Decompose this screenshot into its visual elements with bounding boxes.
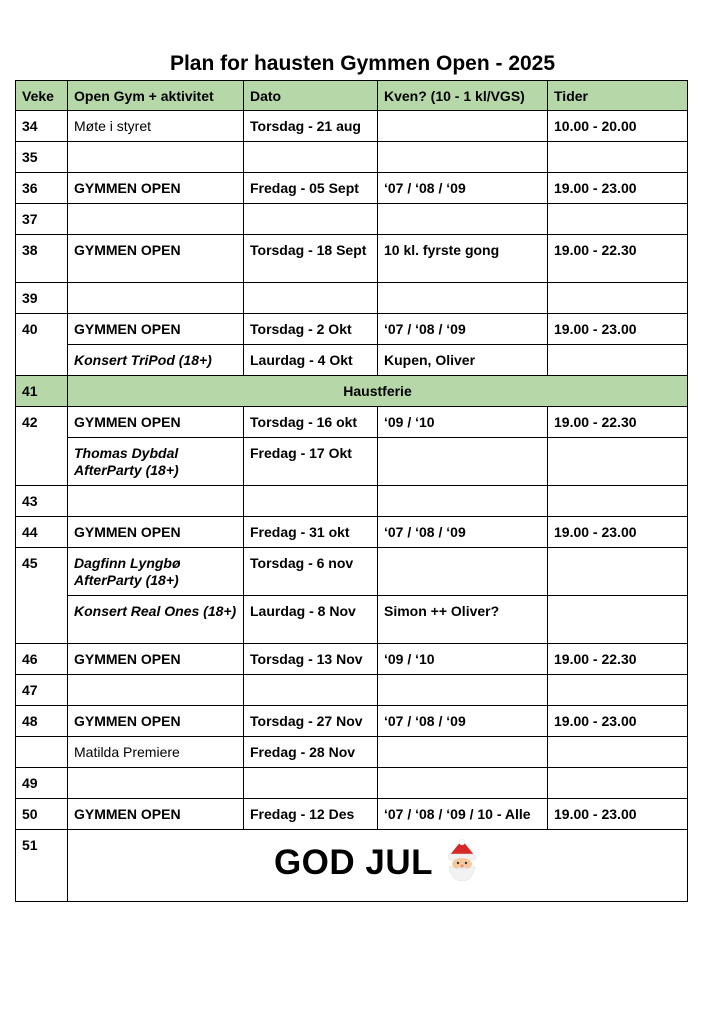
cell-dato [244, 283, 378, 314]
cell-aktivitet: GYMMEN OPEN [68, 173, 244, 204]
cell-aktivitet [68, 283, 244, 314]
cell-dato: Torsdag - 2 Okt [244, 314, 378, 345]
cell-tider [548, 768, 688, 799]
cell-veke [16, 737, 68, 768]
cell-veke: 45 [16, 548, 68, 644]
table-row [16, 438, 688, 486]
cell-tider [548, 283, 688, 314]
god-jul-wrap [74, 837, 681, 887]
cell-kven [378, 675, 548, 706]
cell-kven [378, 548, 548, 596]
cell-veke: 46 [16, 644, 68, 675]
cell-aktivitet: Matilda Premiere [68, 737, 244, 768]
cell-dato [244, 675, 378, 706]
header-tider: Tider [548, 81, 688, 111]
cell-kven [378, 204, 548, 235]
table-row [16, 235, 688, 283]
table-row-god-jul [16, 830, 688, 902]
cell-aktivitet: GYMMEN OPEN [68, 407, 244, 438]
table-row [16, 517, 688, 548]
header-row [16, 81, 688, 111]
cell-kven: ‘07 / ‘08 / ‘09 [378, 706, 548, 737]
cell-dato: Fredag - 28 Nov [244, 737, 378, 768]
cell-veke: 49 [16, 768, 68, 799]
table-row [16, 768, 688, 799]
cell-kven [378, 768, 548, 799]
table-row [16, 596, 688, 644]
cell-veke: 48 [16, 706, 68, 737]
cell-kven: Kupen, Oliver [378, 345, 548, 376]
table-row [16, 407, 688, 438]
cell-kven [378, 283, 548, 314]
table-row [16, 204, 688, 235]
cell-kven [378, 737, 548, 768]
cell-kven: Simon ++ Oliver? [378, 596, 548, 644]
cell-dato: Laurdag - 8 Nov [244, 596, 378, 644]
header-dato: Dato [244, 81, 378, 111]
cell-dato: Torsdag - 21 aug [244, 111, 378, 142]
cell-aktivitet [68, 204, 244, 235]
table-row [16, 486, 688, 517]
cell-tider [548, 204, 688, 235]
cell-kven: ‘07 / ‘08 / ‘09 [378, 173, 548, 204]
cell-veke: 39 [16, 283, 68, 314]
cell-veke: 41 [16, 376, 68, 407]
cell-aktivitet: GYMMEN OPEN [68, 799, 244, 830]
cell-god-jul [68, 830, 688, 902]
cell-dato: Torsdag - 16 okt [244, 407, 378, 438]
santa-claus-icon [443, 839, 481, 885]
cell-aktivitet: GYMMEN OPEN [68, 517, 244, 548]
cell-kven: ‘09 / ‘10 [378, 644, 548, 675]
cell-aktivitet: Møte i styret [68, 111, 244, 142]
cell-dato: Fredag - 31 okt [244, 517, 378, 548]
header-aktivitet: Open Gym + aktivitet [68, 81, 244, 111]
cell-veke: 50 [16, 799, 68, 830]
cell-tider [548, 486, 688, 517]
cell-aktivitet [68, 142, 244, 173]
cell-tider: 19.00 - 22.30 [548, 235, 688, 283]
table-row [16, 737, 688, 768]
cell-aktivitet: GYMMEN OPEN [68, 314, 244, 345]
table-row [16, 675, 688, 706]
table-row [16, 799, 688, 830]
cell-dato: Torsdag - 18 Sept [244, 235, 378, 283]
cell-tider [548, 596, 688, 644]
cell-aktivitet: Konsert Real Ones (18+) [68, 596, 244, 644]
cell-dato: Torsdag - 6 nov [244, 548, 378, 596]
cell-tider: 19.00 - 22.30 [548, 407, 688, 438]
table-row [16, 173, 688, 204]
cell-dato: Torsdag - 13 Nov [244, 644, 378, 675]
cell-veke: 42 [16, 407, 68, 486]
cell-dato [244, 204, 378, 235]
cell-dato [244, 768, 378, 799]
cell-kven [378, 142, 548, 173]
cell-aktivitet: GYMMEN OPEN [68, 644, 244, 675]
cell-aktivitet: Dagfinn Lyngbø AfterParty (18+) [68, 548, 244, 596]
cell-dato: Fredag - 05 Sept [244, 173, 378, 204]
table-row [16, 644, 688, 675]
cell-kven [378, 438, 548, 486]
cell-tider: 19.00 - 23.00 [548, 314, 688, 345]
cell-aktivitet: GYMMEN OPEN [68, 235, 244, 283]
cell-kven [378, 486, 548, 517]
table-row-haustferie [16, 376, 688, 407]
schedule-table [15, 80, 688, 902]
table-row [16, 706, 688, 737]
cell-tider: 19.00 - 23.00 [548, 173, 688, 204]
table-row [16, 548, 688, 596]
cell-aktivitet: Thomas Dybdal AfterParty (18+) [68, 438, 244, 486]
cell-veke: 34 [16, 111, 68, 142]
cell-dato: Fredag - 17 Okt [244, 438, 378, 486]
cell-kven: ‘07 / ‘08 / ‘09 [378, 314, 548, 345]
table-row [16, 142, 688, 173]
cell-dato: Fredag - 12 Des [244, 799, 378, 830]
cell-kven: 10 kl. fyrste gong [378, 235, 548, 283]
table-row [16, 314, 688, 345]
cell-veke: 43 [16, 486, 68, 517]
page-title: Plan for hausten Gymmen Open - 2025 [169, 52, 556, 75]
cell-veke: 51 [16, 830, 68, 902]
cell-tider [548, 548, 688, 596]
cell-veke: 47 [16, 675, 68, 706]
cell-veke: 40 [16, 314, 68, 376]
cell-dato [244, 486, 378, 517]
cell-dato: Laurdag - 4 Okt [244, 345, 378, 376]
header-kven: Kven? (10 - 1 kl/VGS) [378, 81, 548, 111]
header-veke: Veke [16, 81, 68, 111]
cell-kven: ‘07 / ‘08 / ‘09 [378, 517, 548, 548]
cell-tider [548, 142, 688, 173]
cell-tider [548, 438, 688, 486]
cell-tider: 10.00 - 20.00 [548, 111, 688, 142]
cell-kven: ‘09 / ‘10 [378, 407, 548, 438]
cell-kven [378, 111, 548, 142]
cell-tider [548, 737, 688, 768]
cell-tider: 19.00 - 23.00 [548, 517, 688, 548]
cell-veke: 44 [16, 517, 68, 548]
cell-tider: 19.00 - 22.30 [548, 644, 688, 675]
table-row [16, 111, 688, 142]
cell-veke: 36 [16, 173, 68, 204]
table-row [16, 345, 688, 376]
cell-veke: 38 [16, 235, 68, 283]
cell-tider [548, 675, 688, 706]
cell-dato [244, 142, 378, 173]
cell-kven: ‘07 / ‘08 / ‘09 / 10 - Alle [378, 799, 548, 830]
cell-veke: 37 [16, 204, 68, 235]
cell-aktivitet: GYMMEN OPEN [68, 706, 244, 737]
cell-aktivitet [68, 486, 244, 517]
cell-tider: 19.00 - 23.00 [548, 799, 688, 830]
table-row [16, 283, 688, 314]
cell-veke: 35 [16, 142, 68, 173]
god-jul-text: GOD JUL [273, 842, 434, 882]
cell-dato: Torsdag - 27 Nov [244, 706, 378, 737]
cell-aktivitet [68, 675, 244, 706]
cell-tider [548, 345, 688, 376]
cell-tider: 19.00 - 23.00 [548, 706, 688, 737]
cell-haustferie: Haustferie [68, 376, 688, 407]
cell-aktivitet [68, 768, 244, 799]
cell-aktivitet: Konsert TriPod (18+) [68, 345, 244, 376]
